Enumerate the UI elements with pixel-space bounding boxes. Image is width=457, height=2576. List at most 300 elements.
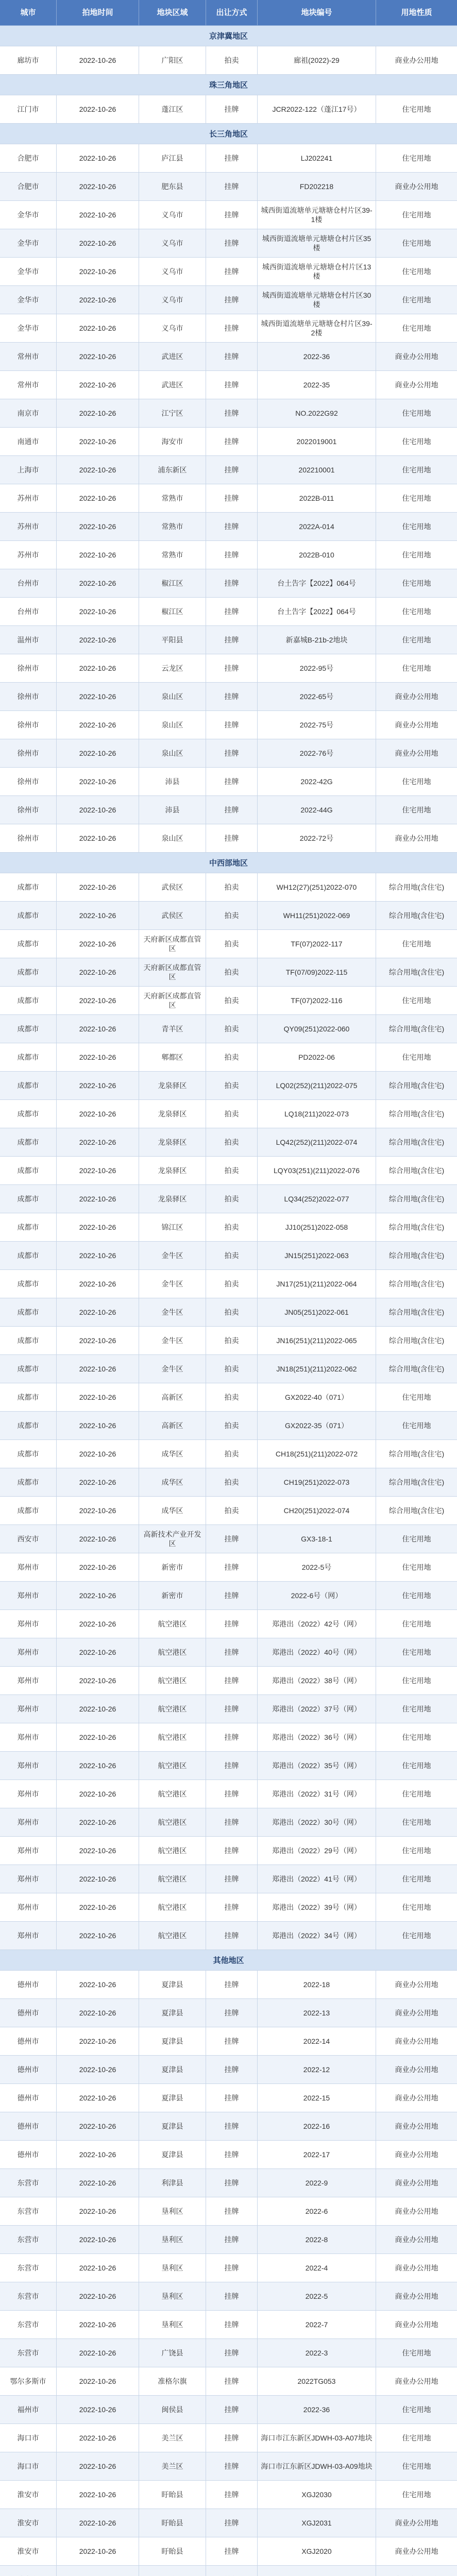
table-row: [0, 2254, 457, 2282]
plot-number-cell: 郑港出（2022）31号（网）: [258, 1780, 376, 1808]
city-cell: 成都市: [0, 1015, 57, 1043]
table-row: [0, 654, 457, 683]
land-use-cell: 住宅用地: [376, 1780, 457, 1808]
land-use-cell: 住宅用地: [376, 1043, 457, 1072]
land-use-cell: 住宅用地: [376, 484, 457, 513]
district-cell: 夏津县: [139, 2084, 206, 2112]
city-cell: 德州市: [0, 1971, 57, 1999]
section-header: [0, 75, 457, 95]
city-cell: 温州市: [0, 626, 57, 654]
auction-date-cell: 2022-10-26: [57, 2084, 139, 2112]
transfer-method-cell: 拍卖: [206, 1383, 258, 1412]
district-cell: 义乌市: [139, 258, 206, 286]
district-cell: 义乌市: [139, 286, 206, 314]
district-cell: 美兰区: [139, 2452, 206, 2481]
district-cell: 夏津县: [139, 2027, 206, 2056]
district-cell: 高新区: [139, 1412, 206, 1440]
district-cell: 盱眙县: [139, 2509, 206, 2537]
table-row: [0, 683, 457, 711]
plot-number-cell: 2022-4: [258, 2254, 376, 2282]
plot-number-cell: 郑港出（2022）37号（网）: [258, 1695, 376, 1723]
city-cell: 南通市: [0, 428, 57, 456]
auction-date-cell: 2022-10-26: [57, 796, 139, 824]
city-cell: 成都市: [0, 1298, 57, 1327]
transfer-method-cell: 挂牌: [206, 399, 258, 428]
auction-date-cell: 2022-10-26: [57, 873, 139, 902]
district-cell: 海安市: [139, 428, 206, 456]
district-cell: 航空港区: [139, 1837, 206, 1865]
auction-date-cell: 2022-10-26: [57, 711, 139, 739]
plot-number-cell: WH12(27)(251)2022-070: [258, 873, 376, 902]
auction-date-cell: 2022-10-26: [57, 683, 139, 711]
plot-number-cell: 城西街道流塘单元塘塘仓村片区39-1楼: [258, 201, 376, 229]
section-header: [0, 26, 457, 46]
district-cell: 平阳县: [139, 626, 206, 654]
transfer-method-cell: 拍卖: [206, 987, 258, 1015]
auction-date-cell: 2022-10-26: [57, 1780, 139, 1808]
land-use-cell: 住宅用地: [376, 1723, 457, 1752]
city-cell: 徐州市: [0, 711, 57, 739]
city-cell: 成都市: [0, 1468, 57, 1497]
plot-number-cell: PD2022-06: [258, 1043, 376, 1072]
plot-number-cell: XGJ2030: [258, 2481, 376, 2509]
transfer-method-cell: 挂牌: [206, 1610, 258, 1638]
city-cell: 江门市: [0, 95, 57, 124]
city-cell: 合肥市: [0, 144, 57, 173]
city-cell: 徐州市: [0, 768, 57, 796]
transfer-method-cell: 挂牌: [206, 2056, 258, 2084]
auction-date-cell: 2022-10-26: [57, 1213, 139, 1242]
plot-number-cell: 2022-72号: [258, 824, 376, 853]
table-row: [0, 428, 457, 456]
transfer-method-cell: 挂牌: [206, 2396, 258, 2424]
auction-date-cell: 2022-10-26: [57, 1440, 139, 1468]
transfer-method-cell: 拍卖: [206, 873, 258, 902]
transfer-method-cell: 挂牌: [206, 711, 258, 739]
auction-date-cell: 2022-10-26: [57, 2367, 139, 2396]
transfer-method-cell: 拍卖: [206, 902, 258, 930]
auction-date-cell: 2022-10-26: [57, 95, 139, 124]
table-row: [0, 456, 457, 484]
table-row: [0, 824, 457, 853]
plot-number-cell: 2022-9: [258, 2169, 376, 2197]
transfer-method-cell: 挂牌: [206, 1582, 258, 1610]
auction-date-cell: 2022-10-26: [57, 1242, 139, 1270]
table-row: [0, 1610, 457, 1638]
plot-number-cell: CH20(251)2022-074: [258, 1497, 376, 1525]
plot-number-cell: 城西街道流塘单元塘塘仓村片区30楼: [258, 286, 376, 314]
plot-number-cell: 郑港出（2022）42号（网）: [258, 1610, 376, 1638]
transfer-method-cell: 拍卖: [206, 1242, 258, 1270]
auction-date-cell: 2022-10-26: [57, 456, 139, 484]
table-row: [0, 2367, 457, 2396]
transfer-method-cell: 挂牌: [206, 258, 258, 286]
land-use-cell: 综合用地(含住宅): [376, 1185, 457, 1213]
district-cell: 夏津县: [139, 1999, 206, 2027]
plot-number-cell: 海口市江东新区JDWH-03-A07地块: [258, 2424, 376, 2452]
district-cell: 龙泉驿区: [139, 1185, 206, 1213]
transfer-method-cell: 挂牌: [206, 1971, 258, 1999]
land-use-cell: 综合用地(含住宅): [376, 1100, 457, 1128]
table-row: [0, 258, 457, 286]
district-cell: 金牛区: [139, 1242, 206, 1270]
table-row: [0, 1837, 457, 1865]
transfer-method-cell: 拍卖: [206, 46, 258, 75]
auction-date-cell: 2022-10-26: [57, 2056, 139, 2084]
land-use-cell: 商业办公用地: [376, 2311, 457, 2339]
district-cell: 武侯区: [139, 902, 206, 930]
city-cell: 成都市: [0, 1185, 57, 1213]
land-use-cell: 住宅用地: [376, 1922, 457, 1950]
city-cell: 常州市: [0, 343, 57, 371]
district-cell: 成华区: [139, 1440, 206, 1468]
plot-number-cell: LQ02(252)(211)2022-075: [258, 1072, 376, 1100]
district-cell: 高新技术产业开发区: [139, 1525, 206, 1553]
land-use-cell: 住宅用地: [376, 1582, 457, 1610]
transfer-method-cell: 挂牌: [206, 1723, 258, 1752]
land-use-cell: 综合用地(含住宅): [376, 958, 457, 987]
land-use-cell: 住宅用地: [376, 1893, 457, 1922]
plot-number-cell: LQ42(252)(211)2022-074: [258, 1128, 376, 1157]
transfer-method-cell: 挂牌: [206, 626, 258, 654]
city-cell: 东营市: [0, 2311, 57, 2339]
city-cell: 南京市: [0, 399, 57, 428]
district-cell: 蓬江区: [139, 95, 206, 124]
district-cell: 泉山区: [139, 824, 206, 853]
auction-date-cell: 2022-10-26: [57, 258, 139, 286]
plot-number-cell: JN15(251)2022-063: [258, 1242, 376, 1270]
transfer-method-cell: 挂牌: [206, 1837, 258, 1865]
district-cell: 新密市: [139, 1582, 206, 1610]
auction-date-cell: 2022-10-26: [57, 2282, 139, 2311]
land-use-cell: 住宅用地: [376, 1638, 457, 1667]
auction-date-cell: 2022-10-26: [57, 399, 139, 428]
auction-date-cell: 2022-10-26: [57, 1412, 139, 1440]
city-cell: 郑州市: [0, 1638, 57, 1667]
district-cell: 闽侯县: [139, 2396, 206, 2424]
auction-date-cell: 2022-10-26: [57, 1695, 139, 1723]
auction-date-cell: 2022-10-26: [57, 1525, 139, 1553]
auction-date-cell: 2022-10-26: [57, 1971, 139, 1999]
district-cell: 盱眙县: [139, 2537, 206, 2566]
table-row: [0, 1971, 457, 1999]
transfer-method-cell: 挂牌: [206, 2027, 258, 2056]
transfer-method-cell: 拍卖: [206, 1355, 258, 1383]
table-row: [0, 2311, 457, 2339]
land-use-cell: 综合用地(含住宅): [376, 1157, 457, 1185]
auction-date-cell: 2022-10-26: [57, 1638, 139, 1667]
plot-number-cell: 台土告字【2022】064号: [258, 569, 376, 598]
city-cell: 郑州市: [0, 1893, 57, 1922]
land-use-cell: 商业办公用地: [376, 2537, 457, 2566]
plot-number-cell: 2022-42G: [258, 768, 376, 796]
plot-number-cell: 郑港出（2022）38号（网）: [258, 1667, 376, 1695]
auction-date-cell: 2022-10-26: [57, 1270, 139, 1298]
table-row: [0, 796, 457, 824]
district-cell: 金牛区: [139, 1355, 206, 1383]
auction-date-cell: 2022-10-26: [57, 1468, 139, 1497]
transfer-method-cell: 挂牌: [206, 1808, 258, 1837]
land-use-cell: 商业办公用地: [376, 2254, 457, 2282]
plot-number-cell: NO.2022G92: [258, 399, 376, 428]
land-use-cell: 商业办公用地: [376, 2282, 457, 2311]
district-cell: 新密市: [139, 1553, 206, 1582]
plot-number-cell: 202210001: [258, 456, 376, 484]
transfer-method-cell: 挂牌: [206, 1667, 258, 1695]
land-use-cell: 综合用地(含住宅): [376, 1128, 457, 1157]
section-title: 长三角地区: [209, 130, 248, 139]
plot-number-cell: CH18(251)(211)2022-072: [258, 1440, 376, 1468]
table-row: [0, 2197, 457, 2226]
auction-date-cell: 2022-10-26: [57, 343, 139, 371]
table-row: [0, 1999, 457, 2027]
land-use-cell: 住宅用地: [376, 229, 457, 258]
district-cell: 椒江区: [139, 569, 206, 598]
plot-number-cell: LQY03(251)(211)2022-076: [258, 1157, 376, 1185]
district-cell: 垦利区: [139, 2197, 206, 2226]
transfer-method-cell: 挂牌: [206, 1553, 258, 1582]
column-header-land-use: 用地性质: [376, 0, 457, 26]
district-cell: 义乌市: [139, 229, 206, 258]
district-cell: 龙泉驿区: [139, 1072, 206, 1100]
city-cell: 成都市: [0, 1327, 57, 1355]
land-use-cell: 商业办公用地: [376, 2027, 457, 2056]
table-row: [0, 2396, 457, 2424]
plot-number-cell: 城西街道流塘单元塘塘仓村片区35楼: [258, 229, 376, 258]
land-use-cell: 住宅用地: [376, 626, 457, 654]
transfer-method-cell: 挂牌: [206, 1695, 258, 1723]
district-cell: 锦江区: [139, 1213, 206, 1242]
auction-date-cell: 2022-10-26: [57, 2509, 139, 2537]
district-cell: 成华区: [139, 1468, 206, 1497]
district-cell: 航空港区: [139, 1638, 206, 1667]
district-cell: 龙泉驿区: [139, 1100, 206, 1128]
transfer-method-cell: 挂牌: [206, 286, 258, 314]
plot-number-cell: 2022-44G: [258, 796, 376, 824]
land-use-cell: 商业办公用地: [376, 343, 457, 371]
transfer-method-cell: 拍卖: [206, 1497, 258, 1525]
district-cell: 常熟市: [139, 484, 206, 513]
auction-date-cell: 2022-10-26: [57, 987, 139, 1015]
city-cell: 海口市: [0, 2424, 57, 2452]
table-row: [0, 1440, 457, 1468]
land-use-cell: 商业办公用地: [376, 173, 457, 201]
transfer-method-cell: 挂牌: [206, 2339, 258, 2367]
plot-number-cell: 2022-8: [258, 2226, 376, 2254]
plot-number-cell: 2022-15: [258, 2084, 376, 2112]
column-header-auction-date: 拍地时间: [57, 0, 139, 26]
city-cell: 徐州市: [0, 739, 57, 768]
district-cell: 垦利区: [139, 2311, 206, 2339]
city-cell: 徐州市: [0, 683, 57, 711]
district-cell: 航空港区: [139, 1922, 206, 1950]
district-cell: 航空港区: [139, 1893, 206, 1922]
city-cell: 海口市: [0, 2452, 57, 2481]
land-use-cell: 住宅用地: [376, 1667, 457, 1695]
city-cell: 金华市: [0, 314, 57, 343]
auction-date-cell: 2022-10-26: [57, 1015, 139, 1043]
city-cell: 郑州市: [0, 1610, 57, 1638]
land-use-cell: 住宅用地: [376, 569, 457, 598]
district-cell: 准格尔旗: [139, 2367, 206, 2396]
land-use-cell: 住宅用地: [376, 987, 457, 1015]
plot-number-cell: JN17(251)(211)2022-064: [258, 1270, 376, 1298]
land-use-cell: 住宅用地: [376, 2396, 457, 2424]
transfer-method-cell: 挂牌: [206, 2452, 258, 2481]
land-use-cell: 住宅用地: [376, 2452, 457, 2481]
transfer-method-cell: 拍卖: [206, 1327, 258, 1355]
plot-number-cell: JJ10(251)2022-058: [258, 1213, 376, 1242]
table-row: [0, 569, 457, 598]
land-use-cell: [376, 2566, 457, 2576]
city-cell: 德州市: [0, 1999, 57, 2027]
plot-number-cell: 2022-18: [258, 1971, 376, 1999]
city-cell: 金华市: [0, 286, 57, 314]
plot-number-cell: 城西街道流塘单元塘塘仓村片区39-2楼: [258, 314, 376, 343]
city-cell: 郑州市: [0, 1837, 57, 1865]
table-row: [0, 513, 457, 541]
city-cell: 成都市: [0, 1383, 57, 1412]
transfer-method-cell: 挂牌: [206, 824, 258, 853]
transfer-method-cell: 挂牌: [206, 1752, 258, 1780]
city-cell: 郑州市: [0, 1723, 57, 1752]
city-cell: 台州市: [0, 569, 57, 598]
land-use-cell: 住宅用地: [376, 541, 457, 569]
auction-date-cell: 2022-10-26: [57, 1185, 139, 1213]
land-use-cell: 商业办公用地: [376, 683, 457, 711]
auction-date-cell: 2022-10-26: [57, 286, 139, 314]
land-use-cell: 商业办公用地: [376, 1999, 457, 2027]
district-cell: 夏津县: [139, 1971, 206, 1999]
plot-number-cell: 2022TG053: [258, 2367, 376, 2396]
district-cell: 龙泉驿区: [139, 1157, 206, 1185]
auction-date-cell: 2022-10-26: [57, 2424, 139, 2452]
column-header-city: 城市: [0, 0, 57, 26]
district-cell: 夏津县: [139, 2112, 206, 2141]
plot-number-cell: 郑港出（2022）39号（网）: [258, 1893, 376, 1922]
land-use-cell: 住宅用地: [376, 1865, 457, 1893]
city-cell: 成都市: [0, 930, 57, 958]
table-row: [0, 1412, 457, 1440]
table-row: [0, 987, 457, 1015]
auction-date-cell: 2022-10-26: [57, 1072, 139, 1100]
land-use-cell: 住宅用地: [376, 95, 457, 124]
plot-number-cell: XGJ2020: [258, 2537, 376, 2566]
transfer-method-cell: 挂牌: [206, 229, 258, 258]
section-header: [0, 1950, 457, 1971]
table-row: [0, 1298, 457, 1327]
section-header: [0, 853, 457, 873]
land-use-cell: 商业办公用地: [376, 2509, 457, 2537]
table-row: [0, 1157, 457, 1185]
district-cell: 美兰区: [139, 2424, 206, 2452]
city-cell: 常州市: [0, 371, 57, 399]
land-use-cell: 综合用地(含住宅): [376, 1355, 457, 1383]
auction-date-cell: 2022-10-26: [57, 2254, 139, 2282]
table-header-row: [0, 0, 457, 26]
transfer-method-cell: 挂牌: [206, 2112, 258, 2141]
district-cell: 泉山区: [139, 711, 206, 739]
table-row: [0, 2226, 457, 2254]
transfer-method-cell: 拍卖: [206, 1128, 258, 1157]
transfer-method-cell: 挂牌: [206, 2509, 258, 2537]
table-row: [0, 1808, 457, 1837]
auction-date-cell: 2022-10-26: [57, 2141, 139, 2169]
table-row: [0, 1043, 457, 1072]
auction-date-cell: 2022-10-26: [57, 626, 139, 654]
plot-number-cell: 新嘉城B-21b-2地块: [258, 626, 376, 654]
table-body: [0, 26, 457, 2576]
city-cell: 合肥市: [0, 173, 57, 201]
land-use-cell: 住宅用地: [376, 1695, 457, 1723]
transfer-method-cell: 拍卖: [206, 930, 258, 958]
transfer-method-cell: 挂牌: [206, 2481, 258, 2509]
transfer-method-cell: 挂牌: [206, 1638, 258, 1667]
land-use-cell: 综合用地(含住宅): [376, 1468, 457, 1497]
district-cell: 航空港区: [139, 1752, 206, 1780]
land-use-cell: 商业办公用地: [376, 371, 457, 399]
city-cell: 徐州市: [0, 796, 57, 824]
city-cell: 郑州市: [0, 1582, 57, 1610]
auction-date-cell: 2022-10-26: [57, 2311, 139, 2339]
auction-date-cell: 2022-10-26: [57, 428, 139, 456]
transfer-method-cell: 挂牌: [206, 1780, 258, 1808]
table-row: [0, 626, 457, 654]
city-cell: 东营市: [0, 2197, 57, 2226]
city-cell: 德州市: [0, 2027, 57, 2056]
table-row: [0, 873, 457, 902]
transfer-method-cell: 拍卖: [206, 1213, 258, 1242]
auction-date-cell: 2022-10-26: [57, 229, 139, 258]
land-use-cell: 住宅用地: [376, 1553, 457, 1582]
table-row: [0, 2056, 457, 2084]
table-row: [0, 2282, 457, 2311]
table-row: [0, 399, 457, 428]
land-use-cell: 住宅用地: [376, 286, 457, 314]
transfer-method-cell: 挂牌: [206, 484, 258, 513]
table-row: [0, 1865, 457, 1893]
table-row: [0, 2452, 457, 2481]
table-row: [0, 484, 457, 513]
city-cell: 郑州市: [0, 1667, 57, 1695]
transfer-method-cell: 挂牌: [206, 456, 258, 484]
district-cell: 航空港区: [139, 1865, 206, 1893]
city-cell: 成都市: [0, 958, 57, 987]
district-cell: 庐江县: [139, 144, 206, 173]
land-use-cell: 住宅用地: [376, 2481, 457, 2509]
transfer-method-cell: 拍卖: [206, 1185, 258, 1213]
city-cell: 德州市: [0, 2141, 57, 2169]
transfer-method-cell: 拍卖: [206, 1015, 258, 1043]
land-use-cell: 综合用地(含住宅): [376, 1213, 457, 1242]
plot-number-cell: LJ202241: [258, 144, 376, 173]
plot-number-cell: 廊祖(2022)-29: [258, 46, 376, 75]
land-use-cell: 商业办公用地: [376, 2141, 457, 2169]
city-cell: 东营市: [0, 2169, 57, 2197]
transfer-method-cell: 挂牌: [206, 2424, 258, 2452]
city-cell: 廊坊市: [0, 46, 57, 75]
table-row: [0, 1213, 457, 1242]
transfer-method-cell: 拍卖: [206, 1298, 258, 1327]
district-cell: 航空港区: [139, 1780, 206, 1808]
district-cell: 武进区: [139, 343, 206, 371]
auction-date-cell: 2022-10-26: [57, 1355, 139, 1383]
city-cell: 成都市: [0, 1440, 57, 1468]
district-cell: 航空港区: [139, 1808, 206, 1837]
city-cell: 成都市: [0, 1157, 57, 1185]
land-use-cell: 住宅用地: [376, 1412, 457, 1440]
land-use-cell: 商业办公用地: [376, 2112, 457, 2141]
